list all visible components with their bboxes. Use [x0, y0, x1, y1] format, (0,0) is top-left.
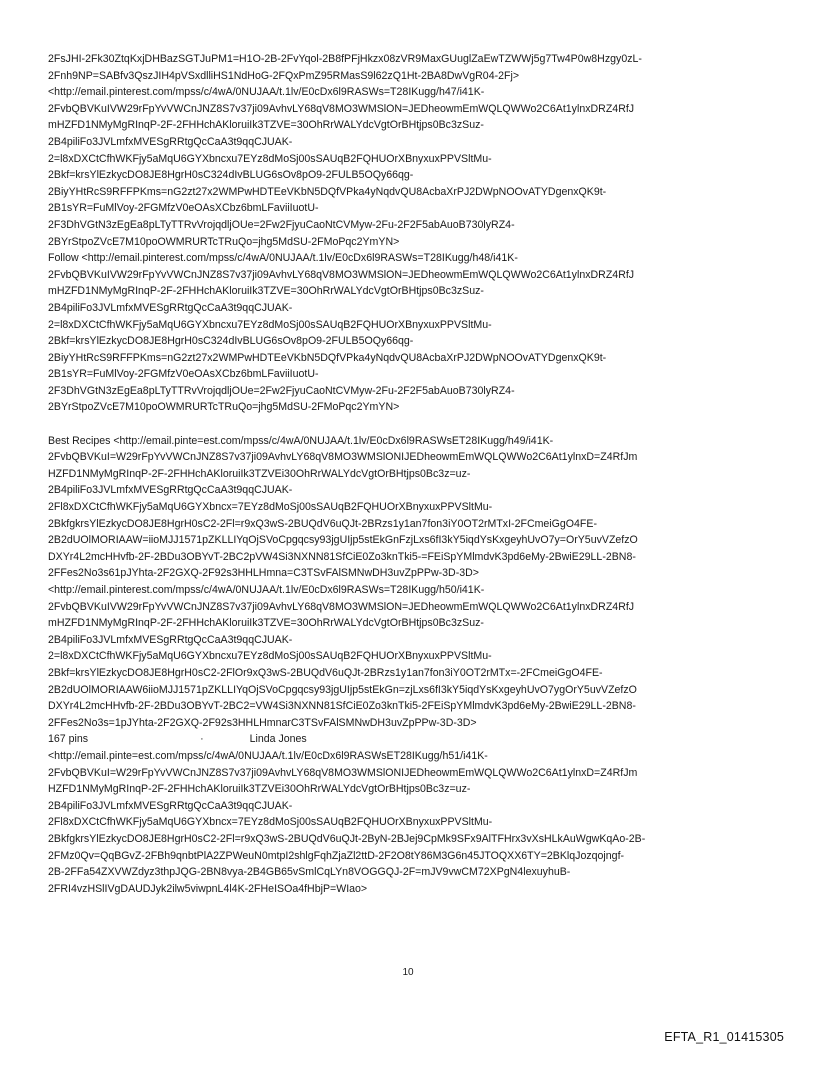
text-line: 2FvbQBVKuIVW29rFpYvVWCnJNZ8S7v37ji09AvhvLY68qV8MO3WMSlON=JEDheowmEmWQLQWWo2C6At1ylnxDRZ4RfJ — [48, 268, 635, 281]
pin-author: Linda Jones — [249, 733, 307, 746]
text-line: HZFD1NMyMgRInqP-2F-2FHHchAKloruiIk3TZVEi30OhRrWALYdcVgtOrBHtjps0Bc3z=uz- — [48, 783, 471, 796]
text-line: 2BYrStpoZVcE7M10poOWMRURTcTRuQo=jhg5MdSU-2FMoPqc2YmYN> — [48, 235, 400, 248]
text-line: 2F3DhVGtN3zEgEa8pLTyTTRvVrojqdljOUe=2Fw2FjyuCaoNtCVMyw-2Fu-2F2F5abAuoB730lyRZ4- — [48, 384, 515, 397]
text-line: Follow <http://email.pinterest.com/mpss/c/4wA/0NUJAA/t.1lv/E0cDx6l9RASWs=T28IKugg/h48/i41K- — [48, 252, 518, 265]
text-line: 2=l8xDXCtCfhWKFjy5aMqU6GYXbncxu7EYz8dMoSj00sSAUqB2FQHUOrXBnyxuxPPVSltMu- — [48, 318, 492, 331]
text-line: 2BYrStpoZVcE7M10poOWMRURTcTRuQo=jhg5MdSU-2FMoPqc2YmYN> — [48, 401, 400, 414]
text-line: 2B1sYR=FuMlVoy-2FGMfzV0eOAsXCbz6bmLFaviiIuotU- — [48, 368, 319, 381]
text-line: 2FvbQBVKuI=W29rFpYvVWCnJNZ8S7v37ji09AvhvLY68qV8MO3WMSlONIJEDheowmEmWQLQWWo2C6At1ylnxD=Z4RfJm — [48, 766, 638, 779]
text-line: 2B2dUOlMORIAAW=iioMJJ1571pZKLLIYqOjSVoCpgqcsy93jgUIjp5stEkGnFzjLxs6fI3kY5iqdYsKxgeyhUvO7y=OrY5uvVZefzO — [48, 534, 638, 547]
text-line: 2FFes2No3s=1pJYhta-2F2GXQ-2F92s3HHLHmnarC3TSvFAlSMNwDH3uvZpPPw-3D-3D> — [48, 716, 477, 729]
text-line: 2B4piliFo3JVLmfxMVESgRRtgQcCaA3t9qqCJUAK- — [48, 135, 293, 148]
text-line: DXYr4L2mcHHvfb-2F-2BDu3OBYvT-2BC2pVW4Si3NXNN81SfCiE0Zo3knTki5-=FEiSpYMlmdvK3pd6eMy-2BwiE29LL-2BN8- — [48, 550, 636, 563]
text-line: <http://email.pinterest.com/mpss/c/4wA/0NUJAA/t.1lv/E0cDx6l9RASWs=T28IKugg/h47/i41K- — [48, 86, 485, 99]
text-line: 2FvbQBVKuIVW29rFpYvVWCnJNZ8S7v37ji09AvhvLY68qV8MO3WMSlON=JEDheowmEmWQLQWWo2C6At1ylnxDRZ4RfJ — [48, 102, 635, 115]
text-line: 2Bkf=krsYlEzkycDO8JE8HgrH0sC324dIvBLUG6sOv8pO9-2FULB5OQy66qg- — [48, 335, 414, 348]
text-line: 2B4piliFo3JVLmfxMVESgRRtgQcCaA3t9qqCJUAK- — [48, 633, 293, 646]
text-line: 2BiyYHtRcS9RFFPKms=nG2zt27x2WMPwHDTEeVKbN5DQfVPka4yNqdvQU8AcbaXrPJ2DWpNOOvATYDgenxQK9t- — [48, 351, 607, 364]
text-line: 2BkfgkrsYlEzkycDO8JE8HgrH0sC2-2Fl=r9xQ3wS-2BUQdV6uQJt-2BRzs1y1an7fon3iY0OT2rMTxI-2FCmeiGgO4FE- — [48, 517, 597, 530]
text-line: mHZFD1NMyMgRInqP-2F-2FHHchAKloruiIk3TZVE=30OhRrWALYdcVgtOrBHtjps0Bc3zSuz- — [48, 285, 484, 298]
text-line: 2Bkf=krsYlEzkycDO8JE8HgrH0sC2-2FlOr9xQ3wS-2BUQdV6uQJt-2BRzs1y1an7fon3iY0OT2rMTx=-2FCmeiGgO4FE- — [48, 666, 603, 679]
text-line: 2BiyYHtRcS9RFFPKms=nG2zt27x2WMPwHDTEeVKbN5DQfVPka4yNqdvQU8AcbaXrPJ2DWpNOOvATYDgenxQK9t- — [48, 185, 607, 198]
text-line: <http://email.pinterest.com/mpss/c/4wA/0NUJAA/t.1lv/E0cDx6l9RASWs=T28IKugg/h50/i41K- — [48, 584, 485, 596]
text-line: 2B1sYR=FuMlVoy-2FGMfzV0eOAsXCbz6bmLFaviiIuotU- — [48, 202, 319, 215]
page-number: 10 — [402, 967, 414, 978]
text-line: 2B4piliFo3JVLmfxMVESgRRtgQcCaA3t9qqCJUAK- — [48, 484, 293, 497]
text-block-upper — [48, 51, 772, 731]
text-line: 2FFes2No3s61pJYhta-2F2GXQ-2F92s3HHLHmna=C3TSvFAlSMNwDH3uvZpPPw-3D-3D> — [48, 567, 479, 580]
text-line: 2Bkf=krsYlEzkycDO8JE8HgrH0sC324dIvBLUG6sOv8pO9-2FULB5OQy66qg- — [48, 169, 414, 182]
text-line: 2=l8xDXCtCfhWKFjy5aMqU6GYXbncxu7EYz8dMoSj00sSAUqB2FQHUOrXBnyxuxPPVSltMu- — [48, 152, 492, 165]
text-line: 2F3DhVGtN3zEgEa8pLTyTTRvVrojqdljOUe=2Fw2FjyuCaoNtCVMyw-2Fu-2F2F5abAuoB730lyRZ4- — [48, 218, 515, 231]
text-line: 2B4piliFo3JVLmfxMVESgRRtgQcCaA3t9qqCJUAK- — [48, 799, 293, 812]
text-line: 2FRI4vzHSlIVgDAUDJyk2ilw5viwpnL4l4K-2FHeISOa4fHbjP=WIao> — [48, 882, 368, 895]
text-line: HZFD1NMyMgRInqP-2F-2FHHchAKloruiIk3TZVEi30OhRrWALYdcVgtOrBHtjps0Bc3z=uz- — [48, 467, 471, 480]
bates-number: EFTA_R1_01415305 — [664, 1030, 784, 1044]
text-line: mHZFD1NMyMgRInqP-2F-2FHHchAKloruiIk3TZVE=30OhRrWALYdcVgtOrBHtjps0Bc3zSuz- — [48, 617, 484, 630]
text-line: 2Fl8xDXCtCfhWKFjy5aMqU6GYXbncx=7EYz8dMoSj00sSAUqB2FQHUOrXBnyxuxPPVSltMu- — [48, 501, 493, 514]
text-line: DXYr4L2mcHHvfb-2F-2BDu3OBYvT-2BC2=VW4Si3NXNN81SfCiE0Zo3knTki5-2FEiSpYMlmdvK3pd6eMy-2BwiE29LL-2BN8- — [48, 700, 636, 713]
text-line: 2FMz0Qv=QqBGvZ-2FBh9qnbtPlA2ZPWeuN0mtpI2shlgFqhZjaZl2ttD-2F2O8tY86M3G6n45JTOQXX6TY=2BKlqJozqojngf- — [48, 849, 625, 862]
text-line: 2BkfgkrsYlEzkycDO8JE8HgrH0sC2-2Fl=r9xQ3wS-2BUQdV6uQJt-2ByN-2BJej9CpMk9SFx9AlTFHrx3vXsHLkAuWgwKqAo-2B- — [48, 832, 646, 845]
text-line: 2Fnh9NP=SABfv3QszJIH4pVSxdlliHS1NdHoG-2FQxPmZ95RMasS9l62zQ1Ht-2BA8DwVgR04-2Fj> — [48, 69, 520, 82]
text-line: 2B-2FFa54ZXVWZdyz3thpJQG-2BN8vya-2B4GB65vSmlCqLYn8VOGGQJ-2F=mJV9vwCM72XPgN4lexuyhuB- — [48, 866, 571, 879]
pin-count: 167 pins — [48, 733, 89, 746]
text-line: 2Fl8xDXCtCfhWKFjy5aMqU6GYXbncx=7EYz8dMoSj00sSAUqB2FQHUOrXBnyxuxPPVSltMu- — [48, 816, 493, 829]
text-line: 2FvbQBVKuIVW29rFpYvVWCnJNZ8S7v37ji09AvhvLY68qV8MO3WMSlON=JEDheowmEmWQLQWWo2C6At1ylnxDRZ4RfJ — [48, 600, 635, 613]
text-line: <http://email.pinte=est.com/mpss/c/4wA/0NUJAA/t.1lv/E0cDx6l9RASWsET28IKugg/h51/i41K- — [48, 749, 488, 762]
text-block-lower — [48, 748, 772, 897]
text-line: mHZFD1NMyMgRInqP-2F-2FHHchAKloruiIk3TZVE=30OhRrWALYdcVgtOrBHtjps0Bc3zSuz- — [48, 119, 484, 132]
text-line: 2=l8xDXCtCfhWKFjy5aMqU6GYXbncxu7EYz8dMoSj00sSAUqB2FQHUOrXBnyxuxPPVSltMu- — [48, 650, 492, 663]
pins-line — [48, 731, 772, 748]
paragraph-gap — [48, 416, 772, 433]
separator-dot: · — [200, 733, 204, 746]
text-line: 2FsJHI-2Fk30ZtqKxjDHBazSGTJuPM1=H1O-2B-2FvYqol-2B8fPFjHkzx08zVR9MaxGUuglZaEwTZWWj5g7Tw4P0w8Hzgy0zL- — [48, 53, 642, 65]
text-line: 2B2dUOlMORIAAW6iioMJJ1571pZKLLIYqOjSVoCpgqcsy93jgUIjp5stEkGn=zjLxs6fI3kY5iqdYsKxgeyhUvO7ygOrY5uvVZefzO — [48, 683, 637, 696]
text-line: 2B4piliFo3JVLmfxMVESgRRtgQcCaA3t9qqCJUAK- — [48, 301, 293, 314]
text-line: 2FvbQBVKuI=W29rFpYvVWCnJNZ8S7v37ji09AvhvLY68qV8MO3WMSlONIJEDheowmEmWQLQWWo2C6At1ylnxD=Z4RfJm — [48, 451, 638, 464]
text-line: Best Recipes <http://email.pinte=est.com/mpss/c/4wA/0NUJAA/t.1lv/E0cDx6l9RASWsET28IKugg/h49/i41K- — [48, 434, 554, 447]
document-body — [48, 51, 772, 897]
